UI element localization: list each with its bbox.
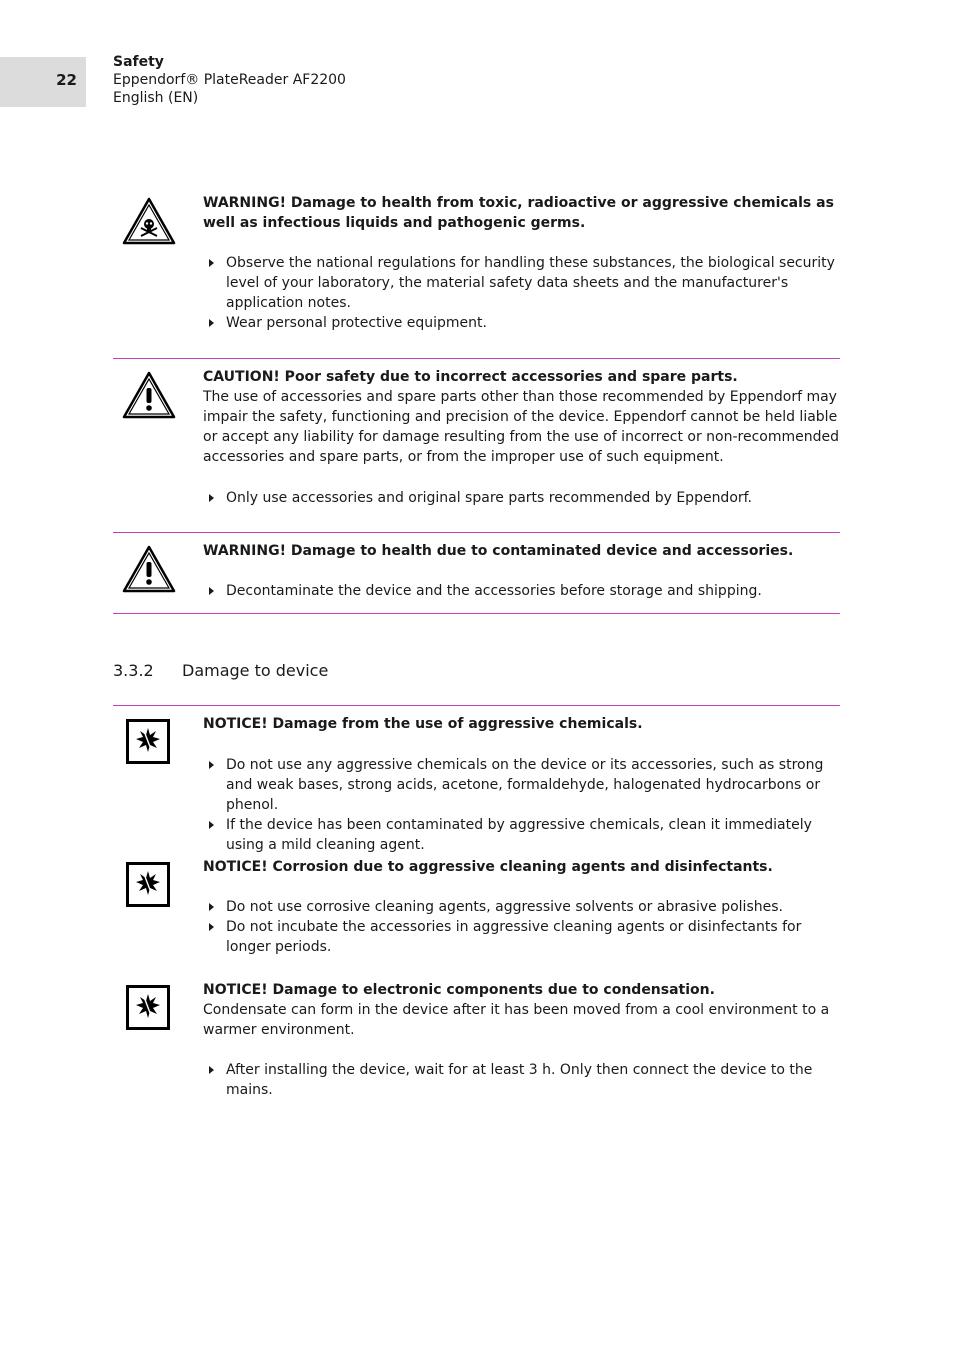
caution-accessories-block <box>203 367 843 508</box>
warning-icon <box>122 545 176 593</box>
notice-icon <box>126 719 170 764</box>
warning-toxic-title: WARNING! Damage to health from toxic, radioactive or aggressive chemicals as well as infectious liquids and pathogenic germs. <box>203 195 834 231</box>
list-item: Do not use any aggressive chemicals on the device or its accessories, such as strong and weak bases, strong acids, acetone, formaldehyde, halogenated hydrocarbons or phenol. <box>203 755 843 815</box>
caution-accessories-title: CAUTION! Poor safety due to incorrect accessories and spare parts. <box>203 369 738 385</box>
notice-chemicals-list <box>203 755 843 855</box>
list-item: Observe the national regulations for handling these substances, the biological security level of your laboratory, the material safety data sheets and the manufacturer's application notes. <box>203 253 843 313</box>
notice-condensation-text: Condensate can form in the device after it has been moved from a cool environment to a warmer environment. <box>203 1002 830 1038</box>
page-number: 22 <box>0 57 86 107</box>
list-item: After installing the device, wait for at least 3 h. Only then connect the device to the mains. <box>203 1060 843 1100</box>
section-number: 3.3.2 <box>113 661 154 680</box>
notice-condensation-list <box>203 1060 843 1100</box>
list-item: Wear personal protective equipment. <box>203 313 843 333</box>
notice-icon <box>126 862 170 907</box>
section-title: Damage to device <box>182 661 329 680</box>
notice-corrosion-list <box>203 897 843 957</box>
notice-corrosion-block <box>203 857 843 957</box>
notice-condensation-block <box>203 980 843 1100</box>
caution-accessories-list <box>203 488 843 508</box>
caution-icon <box>122 371 176 419</box>
header-language: English (EN) <box>113 90 199 106</box>
separator <box>113 705 840 706</box>
caution-accessories-text: The use of accessories and spare parts other than those recommended by Eppendorf may impair the safety, functioning and precision of the device. Eppendorf cannot be held liable or accept any liability for damage resulting from the use of incorrect or non-recommended accessories and spare parts, or from the improper use of such equipment. <box>203 389 840 465</box>
separator <box>113 532 840 533</box>
notice-icon <box>126 985 170 1030</box>
list-item: Do not use corrosive cleaning agents, aggressive solvents or abrasive polishes. <box>203 897 843 917</box>
list-item: Decontaminate the device and the accessories before storage and shipping. <box>203 581 843 601</box>
notice-condensation-title: NOTICE! Damage to electronic components due to condensation. <box>203 982 715 998</box>
list-item: If the device has been contaminated by aggressive chemicals, clean it immediately using a mild cleaning agent. <box>203 815 843 855</box>
header-section: Safety <box>113 54 164 70</box>
toxic-hazard-icon <box>122 197 176 245</box>
list-item: Only use accessories and original spare parts recommended by Eppendorf. <box>203 488 843 508</box>
separator <box>113 358 840 359</box>
warning-contaminated-title: WARNING! Damage to health due to contaminated device and accessories. <box>203 543 794 559</box>
warning-toxic-list <box>203 253 843 333</box>
separator <box>113 613 840 614</box>
section-heading <box>113 660 328 682</box>
warning-contaminated-list <box>203 581 843 601</box>
header-product: Eppendorf® PlateReader AF2200 <box>113 72 346 88</box>
warning-contaminated-block <box>203 541 843 601</box>
running-header <box>113 53 346 107</box>
notice-chemicals-title: NOTICE! Damage from the use of aggressive chemicals. <box>203 716 643 732</box>
warning-toxic-block <box>203 193 843 333</box>
notice-chemicals-block <box>203 714 843 855</box>
notice-corrosion-title: NOTICE! Corrosion due to aggressive cleaning agents and disinfectants. <box>203 859 773 875</box>
list-item: Do not incubate the accessories in aggressive cleaning agents or disinfectants for longer periods. <box>203 917 843 957</box>
